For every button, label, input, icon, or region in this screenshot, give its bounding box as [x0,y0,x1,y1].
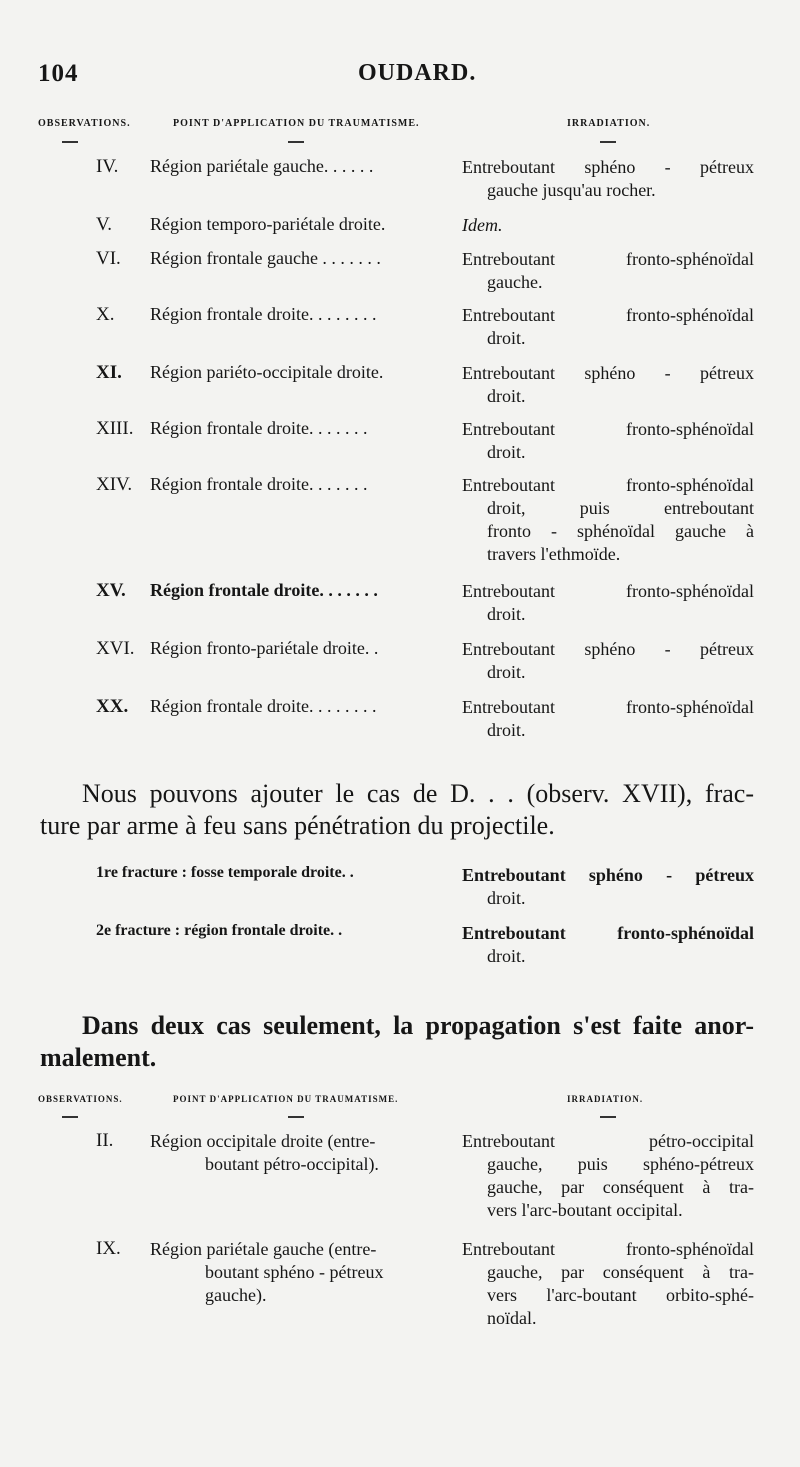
irradiation-line: Entreboutant fronto-sphénoïdal [462,581,754,601]
irradiation-line: gauche jusqu'au rocher. [487,180,656,200]
irradiation-line: droit. [487,604,526,624]
traumatism-site: Région frontale gauche . . . . . . . [150,248,381,268]
traumatism-site [150,1238,450,1307]
traumatism-site [150,1130,450,1176]
page-header [38,60,760,94]
traumatism-site: Région pariétale gauche. . . . . . [150,156,374,176]
irradiation-line: vers l'arc-boutant occipital. [487,1200,683,1220]
irradiation-cell [462,638,754,684]
irradiation-line: Entreboutant sphéno - pétreux [462,157,754,177]
traumatism-site: Région frontale droite. . . . . . . [150,474,368,494]
site-line: Région occipitale droite (entre- [150,1131,376,1151]
irradiation-line: droit. [487,386,526,406]
site-line: gauche). [205,1285,267,1305]
traumatism-site: Région frontale droite. . . . . . . [150,418,368,438]
irradiation-cell [462,1130,754,1222]
irradiation-cell [462,214,754,237]
paragraph-line: Nous pouvons ajouter le cas de D. . . (observ. XVII), frac- [82,779,754,808]
irradiation-cell [462,864,754,910]
observation-number: IV. [96,156,119,177]
site-line: boutant sphéno - pétreux [205,1262,384,1282]
observation-number: VI. [96,248,121,269]
irradiation-line: droit. [487,946,526,966]
divider-dash [600,1116,616,1118]
irradiation-line: Entreboutant fronto-sphénoïdal [462,305,754,325]
divider-dash [600,141,616,143]
irradiation-line: Entreboutant fronto-sphénoïdal [462,249,754,269]
irradiation-line: gauche, par conséquent à tra- [487,1177,754,1197]
traumatism-site: Région frontale droite. . . . . . . [150,580,378,600]
irradiation-line: Entreboutant fronto-sphénoïdal [462,923,754,943]
paragraph-line: ture par arme à feu sans pénétration du projectile. [40,811,555,840]
divider-dash [288,1116,304,1118]
traumatism-site: Région temporo-pariétale droite. [150,214,386,234]
site-line: boutant pétro-occipital). [205,1154,379,1174]
irradiation-cell [462,304,754,350]
observation-number: XV. [96,580,126,601]
irradiation-line: Idem. [462,215,503,235]
fracture-label: 2e fracture : région frontale droite. . [96,922,343,939]
irradiation-line: droit. [487,662,526,682]
irradiation-cell [462,1238,754,1330]
irradiation-line: Entreboutant fronto-sphénoïdal [462,475,754,495]
irradiation-cell [462,248,754,294]
irradiation-line: droit, puis entreboutant [487,498,754,518]
irradiation-line: droit. [487,720,526,740]
table1-col-point: POINT D'APPLICATION DU TRAUMATISME. [173,118,420,129]
body-paragraph [40,778,754,842]
irradiation-line: Entreboutant fronto-sphénoïdal [462,419,754,439]
irradiation-line: vers l'arc-boutant orbito-sphé- [487,1285,754,1305]
traumatism-site: Région frontale droite. . . . . . . . [150,696,377,716]
irradiation-line: Entreboutant fronto-sphénoïdal [462,697,754,717]
traumatism-site: Région fronto-pariétale droite. . [150,638,379,658]
observation-number: II. [96,1130,114,1151]
observation-number: X. [96,304,115,325]
table2-col-point: POINT D'APPLICATION DU TRAUMATISME. [173,1094,399,1104]
irradiation-line: droit. [487,328,526,348]
paragraph-line: Dans deux cas seulement, la propagation s'est faite anor- [82,1011,754,1040]
irradiation-line: Entreboutant sphéno - pétreux [462,639,754,659]
irradiation-line: fronto - sphénoïdal gauche à [487,521,754,541]
divider-dash [288,141,304,143]
observation-number: XI. [96,362,122,383]
observation-number: XVI. [96,638,135,659]
irradiation-cell [462,418,754,464]
paragraph-line: malement. [40,1043,157,1072]
irradiation-line: gauche, puis sphéno-pétreux [487,1154,754,1174]
traumatism-site: Région pariéto-occipitale droite. [150,362,384,382]
irradiation-cell [462,362,754,408]
divider-dash [62,1116,78,1118]
traumatism-site: Région frontale droite. . . . . . . . [150,304,377,324]
irradiation-cell [462,580,754,626]
irradiation-line: travers l'ethmoïde. [487,544,621,564]
irradiation-cell [462,156,754,202]
irradiation-cell [462,474,754,566]
irradiation-line: gauche. [487,272,543,292]
body-paragraph [40,1010,754,1074]
irradiation-line: gauche, par conséquent à tra- [487,1262,754,1282]
running-title: OUDARD. [358,60,477,86]
table2-col-observations: OBSERVATIONS. [38,1094,123,1104]
irradiation-line: droit. [487,442,526,462]
observation-number: XX. [96,696,129,717]
irradiation-cell [462,696,754,742]
observation-number: V. [96,214,113,235]
irradiation-line: droit. [487,888,526,908]
irradiation-cell [462,922,754,968]
fracture-label: 1re fracture : fosse temporale droite. . [96,864,354,881]
table1-col-irradiation: IRRADIATION. [567,118,651,129]
observation-number: XIV. [96,474,133,495]
divider-dash [62,141,78,143]
irradiation-line: noïdal. [487,1308,537,1328]
observation-number: XIII. [96,418,134,439]
irradiation-line: Entreboutant pétro-occipital [462,1131,754,1151]
table2-col-irradiation: IRRADIATION. [567,1094,644,1104]
page-number: 104 [38,60,79,87]
irradiation-line: Entreboutant fronto-sphénoïdal [462,1239,754,1259]
irradiation-line: Entreboutant sphéno - pétreux [462,865,754,885]
site-line: Région pariétale gauche (entre- [150,1239,377,1259]
observation-number: IX. [96,1238,121,1259]
irradiation-line: Entreboutant sphéno - pétreux [462,363,754,383]
table1-col-observations: OBSERVATIONS. [38,118,131,129]
